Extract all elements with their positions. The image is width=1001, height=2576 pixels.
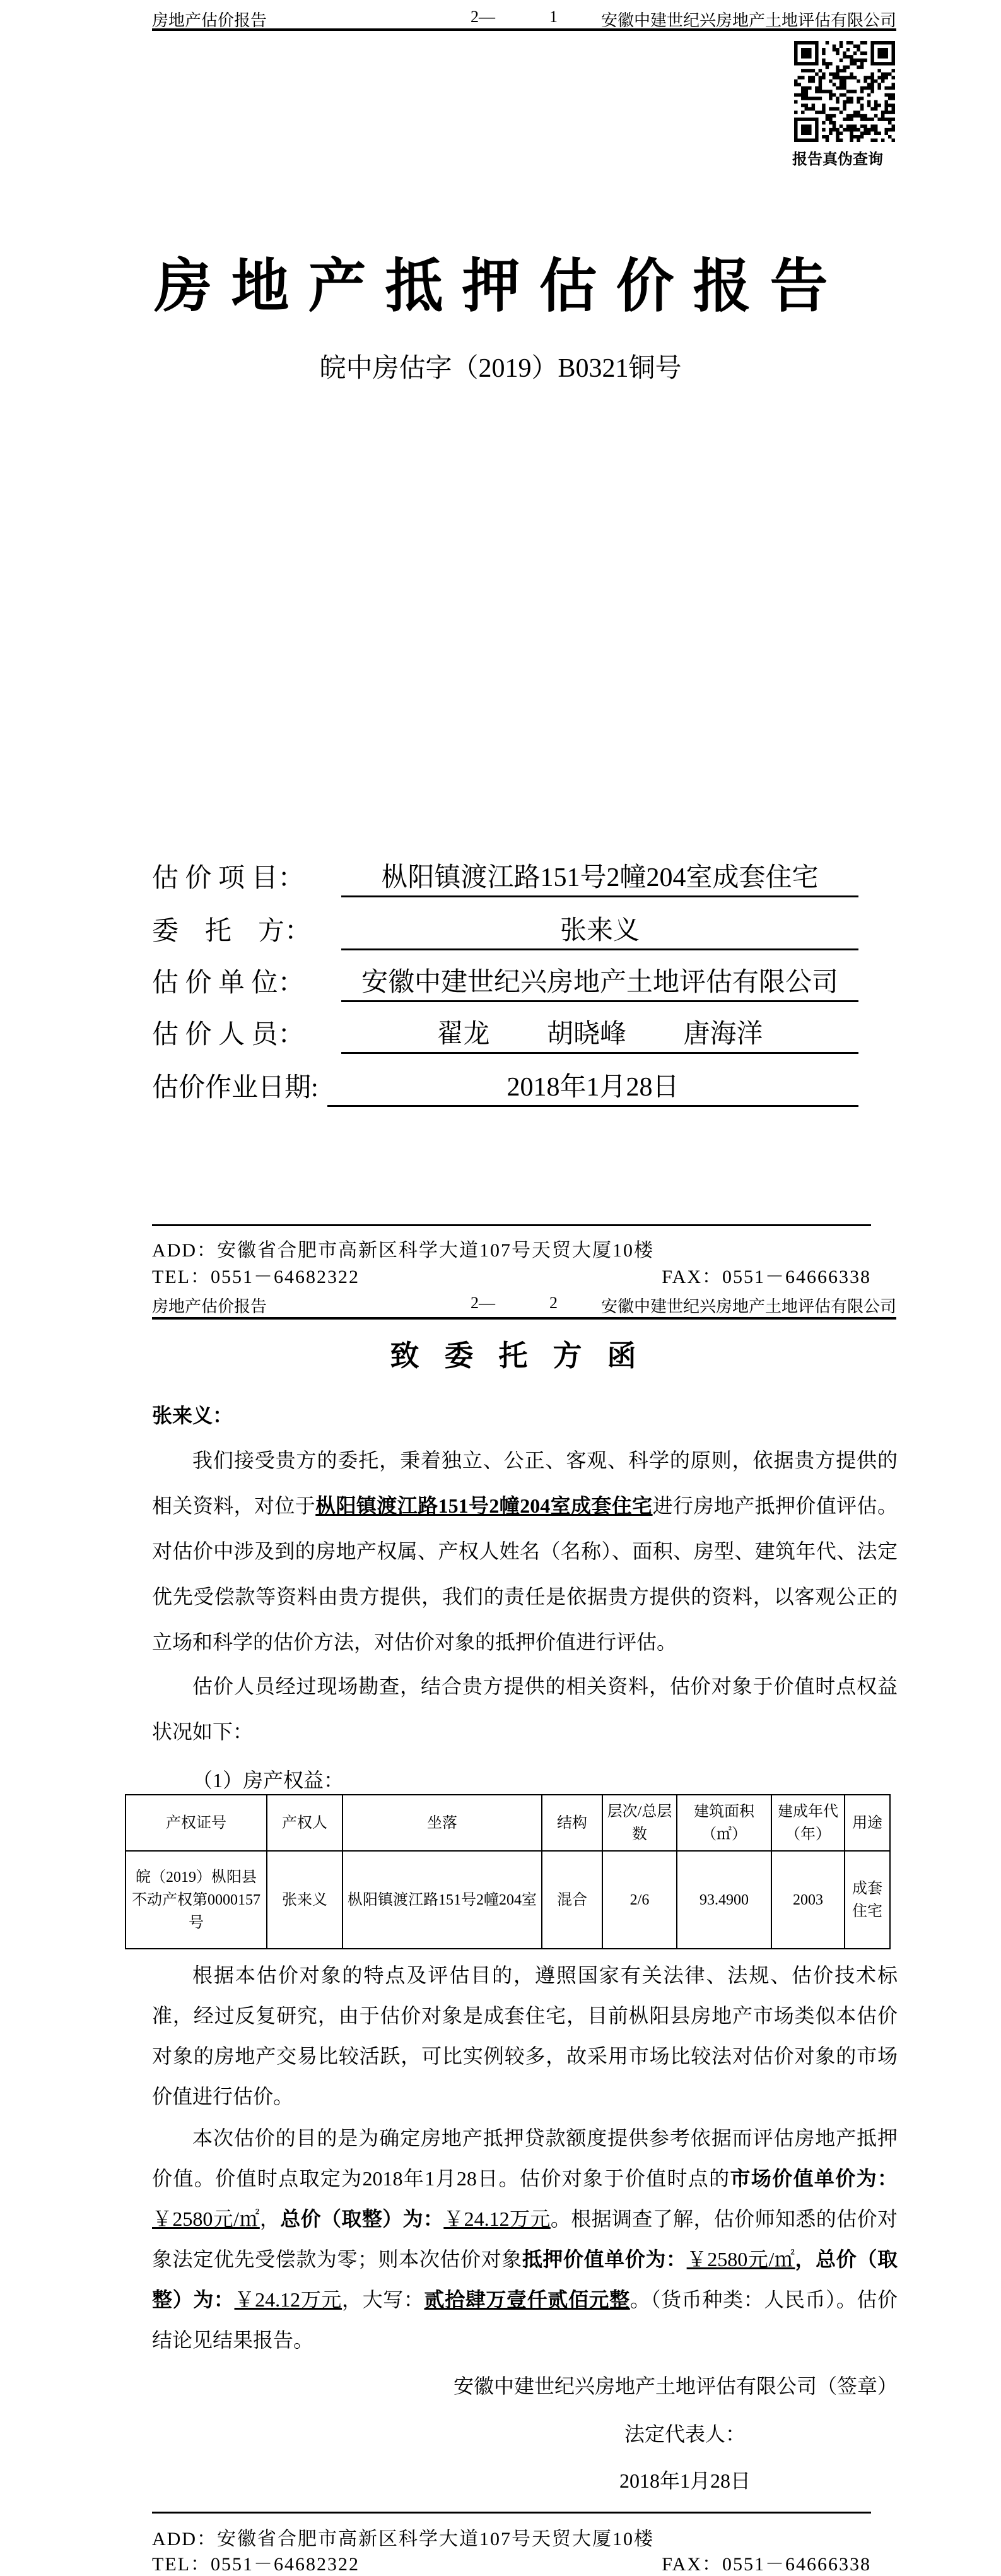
paragraph-inspection: 估价人员经过现场勘查，结合贵方提供的相关资料，估价对象于价值时点权益状况如下：: [152, 1675, 898, 1743]
footer-divider: [152, 1224, 871, 1226]
footer-address: ADD：安徽省合肥市高新区科学大道107号天贸大厦10楼: [152, 1240, 654, 1261]
market-total-price: ￥24.12万元: [443, 2207, 551, 2230]
text: ，总价（取整）为：: [152, 2248, 898, 2311]
text: 抵押价值单价为：: [522, 2248, 687, 2271]
table-cell: 成套住宅: [845, 1851, 890, 1949]
field-client: [152, 913, 858, 950]
table-header-row: [126, 1795, 890, 1851]
page-header: [152, 1294, 896, 1319]
footer-contact: [152, 1261, 871, 1289]
table-header: 产权人: [267, 1795, 342, 1851]
table-header: 结构: [542, 1795, 602, 1851]
field-label: 估 价 人 员：: [152, 1020, 305, 1049]
table-header: 建筑面积（㎡）: [677, 1795, 771, 1851]
text: 。（货币种类：人民币）。估价结论见结果报告。: [152, 2288, 898, 2351]
qr-caption: 报告真伪查询: [792, 151, 883, 168]
text: ，大写：: [342, 2288, 424, 2311]
appraiser-name: 翟龙: [436, 1020, 490, 1049]
header-divider: [152, 28, 896, 31]
mortgage-unit-price: ￥2580元/㎡: [686, 2248, 795, 2271]
footer-tel: TEL：0551－64682322: [152, 1267, 360, 1287]
table-cell: 张来义: [267, 1851, 342, 1949]
text: 。根据调查了解，估价师知悉的估价对象法定优先受偿款为零；则本次估价对象: [152, 2207, 898, 2271]
field-appraisal-firm: [152, 964, 858, 1002]
header-doc-type: 房地产估价报告: [152, 11, 267, 30]
field-value: 2018年1月28日: [327, 1066, 858, 1107]
field-appraisers: [152, 1016, 858, 1054]
table-cell: 2/6: [602, 1851, 677, 1949]
footer-address: ADD：安徽省合肥市高新区科学大道107号天贸大厦10楼: [152, 2529, 654, 2549]
header-page-number: 1: [549, 8, 558, 26]
salutation: 张来义：: [152, 1404, 233, 1427]
field-value: [341, 1013, 858, 1054]
letter-title: 致委托方函: [390, 1340, 662, 1372]
field-value: 张来义: [341, 909, 858, 950]
field-value: 枞阳镇渡江路151号2幢204室成套住宅: [341, 856, 858, 897]
text: 我们接受贵方的委托，秉着独立、公正、客观、科学的原则，依据贵方提供的相关资料，对位于: [152, 1449, 898, 1517]
appraiser-name: 胡晓峰: [546, 1020, 626, 1049]
footer-contact: [152, 2548, 871, 2576]
footer-tel: TEL：0551－64682322: [152, 2554, 360, 2575]
property-address: 枞阳镇渡江路151号2幢204室成套住宅: [315, 1494, 653, 1517]
table-row: [126, 1851, 890, 1949]
header-doc-type: 房地产估价报告: [152, 1297, 267, 1316]
market-unit-price: ￥2580元/㎡: [152, 2207, 260, 2230]
amount-in-words: 贰拾肆万壹仟贰佰元整: [424, 2288, 630, 2311]
header-page-prefix: 2—: [471, 8, 495, 26]
signature-representative: 法定代表人：: [624, 2423, 746, 2445]
table-cell: 枞阳镇渡江路151号2幢204室: [342, 1851, 542, 1949]
signature-date: 2018年1月28日: [619, 2469, 751, 2492]
text: 市场价值单价为：: [730, 2167, 898, 2190]
header-divider: [152, 1317, 896, 1320]
text: 进行房地产抵押价值评估。对估价中涉及到的房地产权属、产权人姓名（名称）、面积、房型、建筑年代、法定优先受偿款等资料由贵方提供，我们的责任是依据贵方提供的资料，以客观公正的立场和科学的估价方法，对估价对象的抵押价值进行评估。: [152, 1494, 898, 1653]
qr-code-icon[interactable]: [794, 41, 895, 142]
table-cell: 混合: [542, 1851, 602, 1949]
table-header: 层次/总层数: [602, 1795, 677, 1851]
footer-divider: [152, 2512, 871, 2514]
paragraph-intro: [152, 1438, 898, 1665]
paragraph-method: 根据本估价对象的特点及评估目的，遵照国家有关法律、法规、估价技术标准，经过反复研究，由于估价对象是成套住宅，目前枞阳县房地产市场类似本估价对象的房地产交易比较活跃，可比实例较多，故采用市场比较法对估价对象的市场价值进行估价。: [152, 1964, 898, 2108]
property-rights-table: [125, 1794, 891, 1949]
field-project: [152, 860, 858, 897]
header-page-number: 2: [549, 1294, 558, 1312]
paragraph-conclusion: [152, 2118, 898, 2360]
report-number: 皖中房估字（2019）B0321铜号: [319, 354, 682, 383]
field-label: 委 托 方：: [152, 917, 312, 946]
field-label: 估价作业日期:: [152, 1073, 319, 1102]
field-value: 安徽中建世纪兴房地产土地评估有限公司: [341, 961, 858, 1002]
text: 总价（取整）为：: [280, 2207, 444, 2230]
header-company: 安徽中建世纪兴房地产土地评估有限公司: [600, 11, 896, 30]
table-header: 用途: [845, 1795, 890, 1851]
table-cell: 2003: [771, 1851, 845, 1949]
mortgage-total-price: ￥24.12万元: [234, 2288, 342, 2311]
table-cell: 皖（2019）枞阳县不动产权第0000157号: [126, 1851, 267, 1949]
field-label: 估 价 单 位：: [152, 969, 305, 998]
appraiser-name: 唐海洋: [683, 1020, 763, 1049]
table-header: 建成年代（年）: [771, 1795, 845, 1851]
header-page-prefix: 2—: [471, 1294, 495, 1312]
footer-fax: FAX：0551－64666338: [662, 2554, 871, 2575]
table-header: 坐落: [342, 1795, 542, 1851]
text: ，: [259, 2207, 281, 2230]
field-label: 估 价 项 目：: [152, 864, 305, 893]
text: 本次估价的目的是为确定房地产抵押贷款额度提供参考依据而评估房地产抵押价值。价值时点取定为2018年1月28日。估价对象于价值时点的: [152, 2127, 898, 2190]
table-cell: 93.4900: [677, 1851, 771, 1949]
field-work-date: [152, 1069, 858, 1107]
report-title: 房地产抵押估价报告: [154, 254, 847, 319]
header-company: 安徽中建世纪兴房地产土地评估有限公司: [600, 1297, 896, 1316]
table-header: 产权证号: [126, 1795, 267, 1851]
signature-company: 安徽中建世纪兴房地产土地评估有限公司（签章）: [453, 2375, 898, 2397]
footer-fax: FAX：0551－64666338: [662, 1267, 871, 1287]
rights-label: （1）房产权益：: [192, 1769, 344, 1792]
